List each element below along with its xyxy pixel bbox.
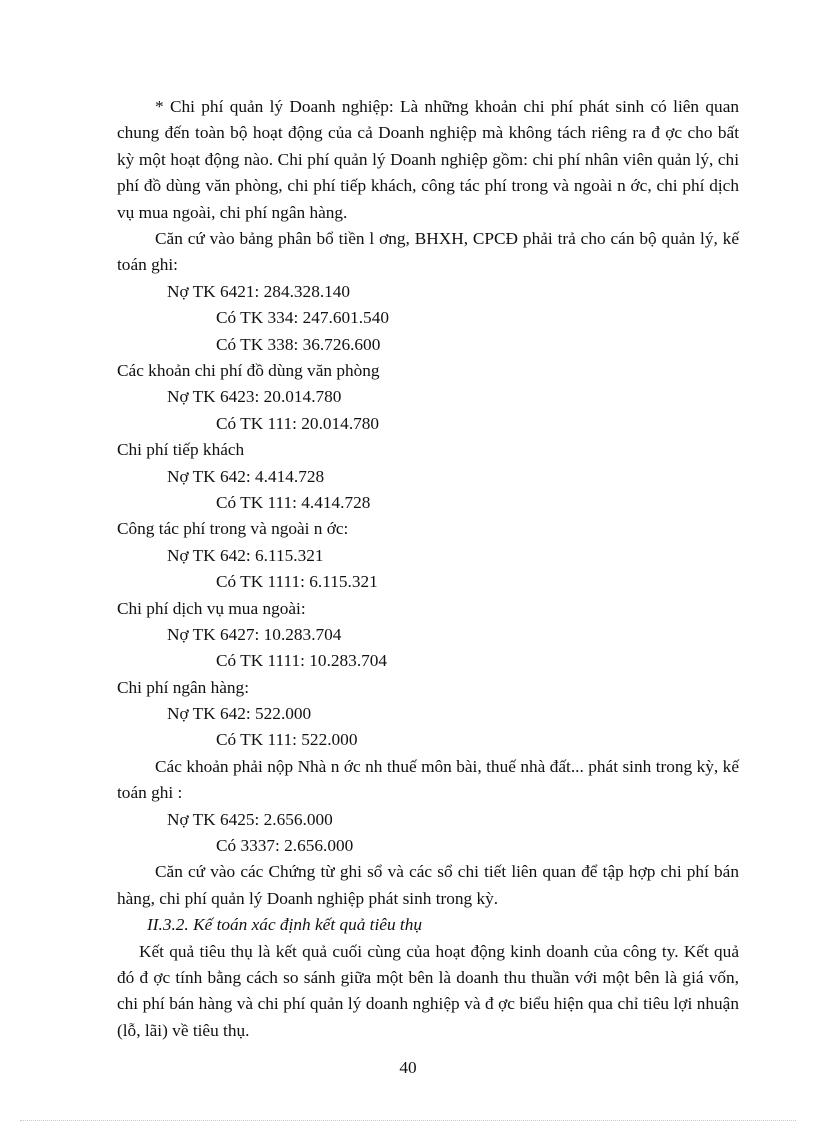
paragraph-aggregation: Căn cứ vào các Chứng từ ghi sổ và các sổ chi tiết liên quan để tập hợp chi phí bán hàng, chi phí quản lý Doanh nghiệp phát sinh trong kỳ. (117, 862, 739, 908)
paragraph-sales-result: Kết quả tiêu thụ là kết quả cuối cùng của hoạt động kinh doanh của công ty. Kết quả đó đ ợc tính bằng cách so sánh giữa một bên là doanh thu thuần với một bên là giá vốn, chi phí bán hàng và chi phí quản lý doanh nghiệp và đ ợc biểu hiện qua chỉ tiêu lợi nhuận (lỗ, lãi) về tiêu thụ. (117, 941, 739, 1040)
entry-credit-111-bank: Có TK 111: 522.000 (216, 730, 358, 750)
entry-debit-6425: Nợ TK 6425: 2.656.000 (167, 809, 333, 829)
paragraph-qldn-definition: * Chi phí quản lý Doanh nghiệp: Là những khoản chi phí phát sinh có liên quan chung đến toàn bộ hoạt động của cả Doanh nghiệp mà không tách riêng ra đ ợc cho bất kỳ một hoạt động nào. Chi phí quản lý Doanh nghiệp gồm: chi phí nhân viên quản lý, chi phí đồ dùng văn phòng, chi phí tiếp khách, công tác phí trong và ngoài n ớc, chi phí dịch vụ mua ngoài, chi phí ngân hàng. (117, 97, 739, 222)
entry-credit-111-entertainment: Có TK 111: 4.414.728 (216, 492, 371, 512)
entry-debit-642-bank: Nợ TK 642: 522.000 (167, 704, 312, 724)
entry-label-bank-fees: Chi phí ngân hàng: (117, 677, 249, 697)
entry-debit-642-entertainment: Nợ TK 642: 4.414.728 (167, 466, 325, 486)
entry-debit-6427: Nợ TK 6427: 10.283.704 (167, 624, 342, 644)
entry-label-travel: Công tác phí trong và ngoài n ớc: (117, 519, 349, 539)
paragraph-state-taxes: Các khoản phải nộp Nhà n ớc nh thuế môn bài, thuế nhà đất... phát sinh trong kỳ, kế toán ghi : (117, 756, 739, 803)
entry-credit-334: Có TK 334: 247.601.540 (216, 308, 389, 328)
entry-debit-642-travel: Nợ TK 642: 6.115.321 (167, 545, 324, 565)
entry-credit-1111-travel: Có TK 1111: 6.115.321 (216, 572, 378, 592)
entry-debit-6421: Nợ TK 6421: 284.328.140 (167, 281, 351, 301)
entry-credit-3337: Có 3337: 2.656.000 (216, 836, 354, 856)
section-heading: II.3.2. Kế toán xác định kết quả tiêu thụ (147, 915, 422, 935)
entry-debit-6423: Nợ TK 6423: 20.014.780 (167, 387, 342, 407)
entry-label-entertainment: Chi phí tiếp khách (117, 440, 245, 460)
footer-divider (20, 1120, 796, 1121)
paragraph-salary-allocation: Căn cứ vào bảng phân bổ tiền l ơng, BHXH, CPCĐ phải trả cho cán bộ quản lý, kế toán ghi: (117, 229, 739, 275)
page-number: 40 (399, 1058, 417, 1077)
entry-label-office-supplies: Các khoản chi phí đồ dùng văn phòng (117, 361, 380, 381)
entry-credit-111-office: Có TK 111: 20.014.780 (216, 413, 380, 433)
entry-label-outsourced: Chi phí dịch vụ mua ngoài: (117, 598, 306, 618)
page-body (117, 94, 739, 1044)
entry-credit-1111-outsourced: Có TK 1111: 10.283.704 (216, 651, 388, 671)
entry-credit-338: Có TK 338: 36.726.600 (216, 334, 381, 354)
